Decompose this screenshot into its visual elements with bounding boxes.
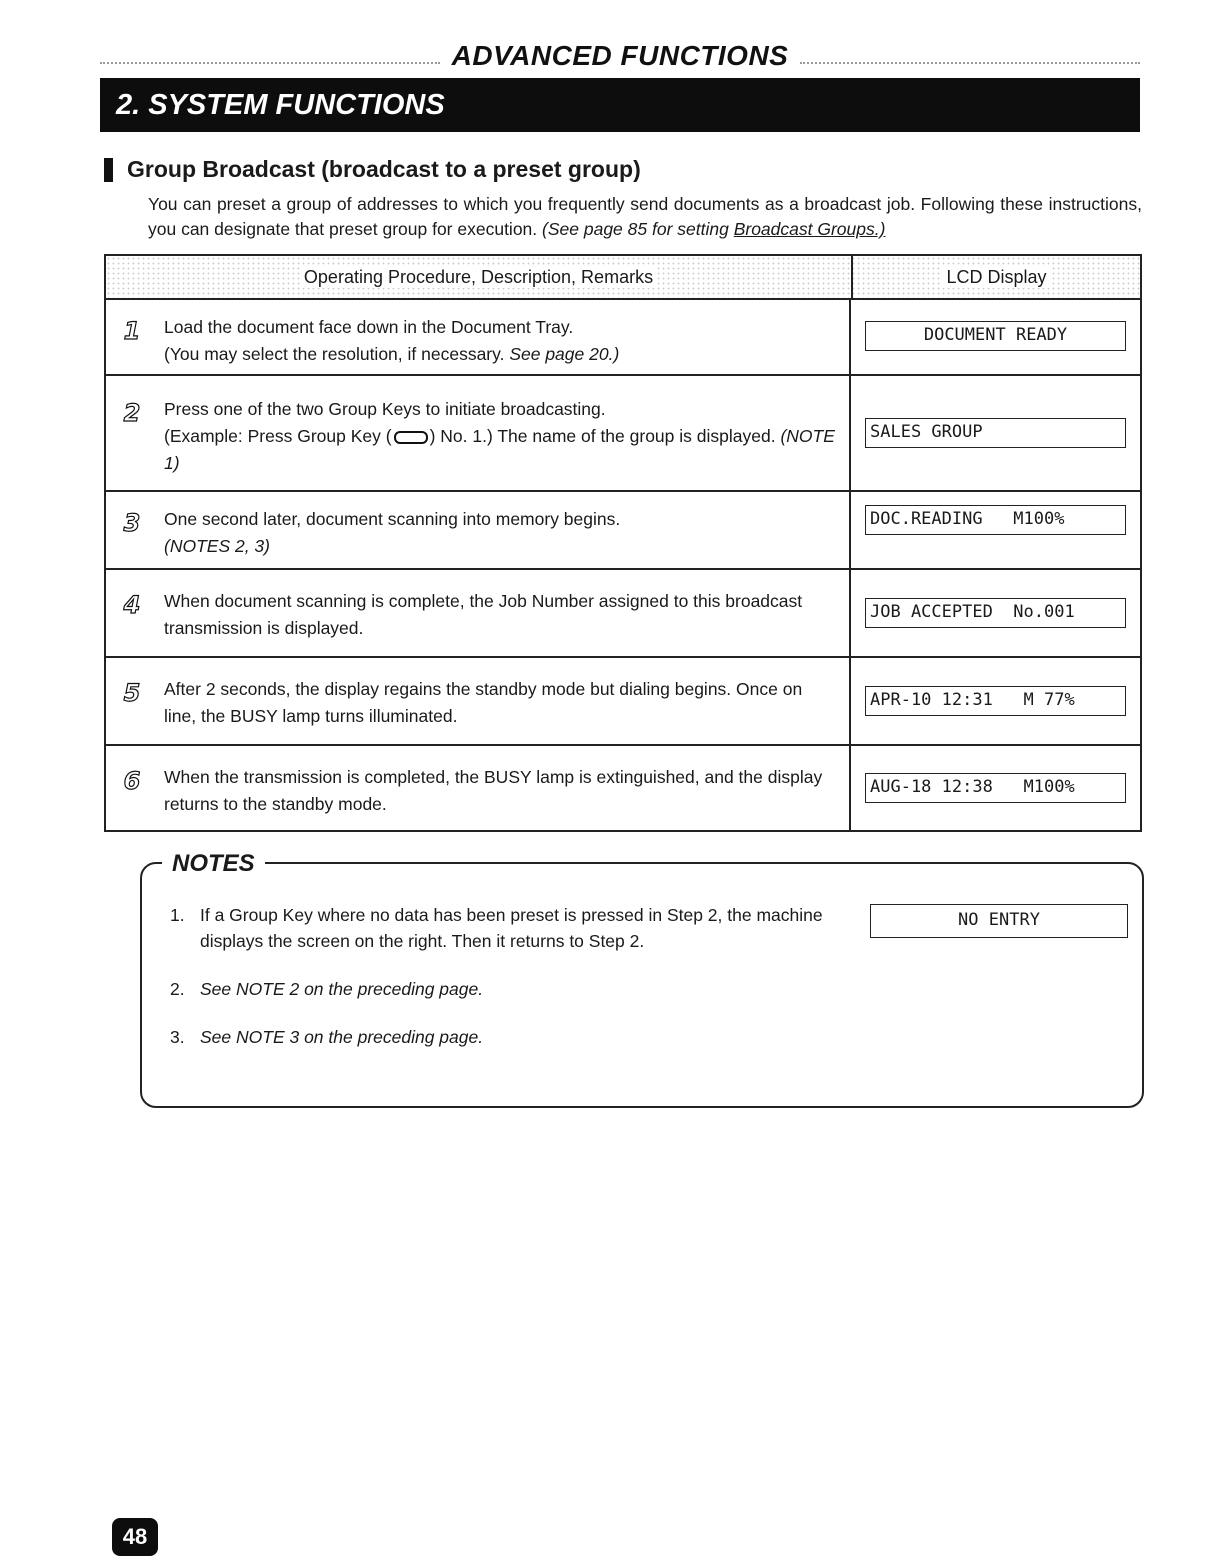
table-row [106, 570, 1140, 658]
step-description: 4 When document scanning is complete, the Job Number assigned to this broadcast transmission is displayed. [106, 570, 851, 656]
step-lcd-cell [851, 300, 1140, 374]
list-item: 3. See NOTE 3 on the preceding page. [170, 1027, 484, 1047]
group-key-icon [394, 431, 428, 444]
table-row [106, 376, 1140, 492]
section-title-bar: 2. SYSTEM FUNCTIONS [100, 78, 1140, 132]
step-lcd-cell [851, 746, 1140, 830]
table-header-row [106, 256, 1140, 300]
running-title: ADVANCED FUNCTIONS [446, 40, 795, 72]
notes-box [140, 850, 1144, 1108]
header-dot-leader-left [100, 62, 440, 64]
subsection-title: Group Broadcast (broadcast to a preset group) [127, 156, 641, 182]
step-description: 6 When the transmission is completed, the BUSY lamp is extinguished, and the display returns to the standby mode. [106, 746, 851, 830]
lcd-display: DOC.READING M100% [865, 505, 1126, 535]
intro-page-reference: (See page 85 for setting [542, 219, 729, 239]
intro-page-reference-tail: Broadcast Groups.) [733, 219, 886, 239]
step-number: 2 [123, 399, 141, 427]
table-row [106, 658, 1140, 746]
step-number: 5 [123, 679, 141, 707]
notes-list [170, 902, 850, 1072]
step-description: 1 Load the document face down in the Document Tray. (You may select the resolution, if necessary. See page 20.) [106, 300, 851, 374]
step-lcd-cell [851, 492, 1140, 568]
table-row [106, 746, 1140, 830]
column-header-lcd: LCD Display [853, 256, 1140, 298]
intro-text: You can preset a group of addresses to which you frequently send documents as a broadcast job. Following these instructions, you can designate that preset group for execution. [148, 194, 1142, 239]
step-description: 3 One second later, document scanning into memory begins. (NOTES 2, 3) [106, 492, 851, 568]
step-lcd-cell [851, 376, 1140, 490]
step-number: 4 [123, 591, 141, 619]
lcd-display: AUG-18 12:38 M100% [865, 773, 1126, 803]
heading-marker [104, 158, 113, 182]
step-description: 2 Press one of the two Group Keys to initiate broadcasting. (Example: Press Group Key ( ) No. 1.) The name of the group is displayed. (NOTE 1) [106, 376, 851, 490]
header-dot-leader-right [800, 62, 1140, 64]
intro-paragraph [148, 192, 1142, 242]
step-lcd-cell [851, 658, 1140, 744]
lcd-display: NO ENTRY [870, 904, 1128, 938]
list-item: 1. If a Group Key where no data has been preset is pressed in Step 2, the machine displays the screen on the right. Then it returns to Step 2. [170, 905, 823, 951]
running-header [100, 40, 1140, 74]
list-item: 2. See NOTE 2 on the preceding page. [170, 979, 484, 999]
procedure-table [104, 254, 1142, 832]
column-header-procedure: Operating Procedure, Description, Remarks [106, 256, 853, 298]
table-row [106, 300, 1140, 376]
step-description: 5 After 2 seconds, the display regains the standby mode but dialing begins. Once on line, the BUSY lamp turns illuminated. [106, 658, 851, 744]
step-number: 1 [123, 317, 141, 345]
step-number: 6 [123, 767, 141, 795]
lcd-display: DOCUMENT READY [865, 321, 1126, 351]
notes-title: NOTES [162, 850, 265, 878]
lcd-display: JOB ACCEPTED No.001 [865, 598, 1126, 628]
table-row [106, 492, 1140, 570]
step-lcd-cell [851, 570, 1140, 656]
lcd-display: SALES GROUP [865, 418, 1126, 448]
lcd-display: APR-10 12:31 M 77% [865, 686, 1126, 716]
page-number: 48 [112, 1518, 158, 1556]
step-number: 3 [123, 509, 141, 537]
subsection-heading [104, 156, 641, 183]
